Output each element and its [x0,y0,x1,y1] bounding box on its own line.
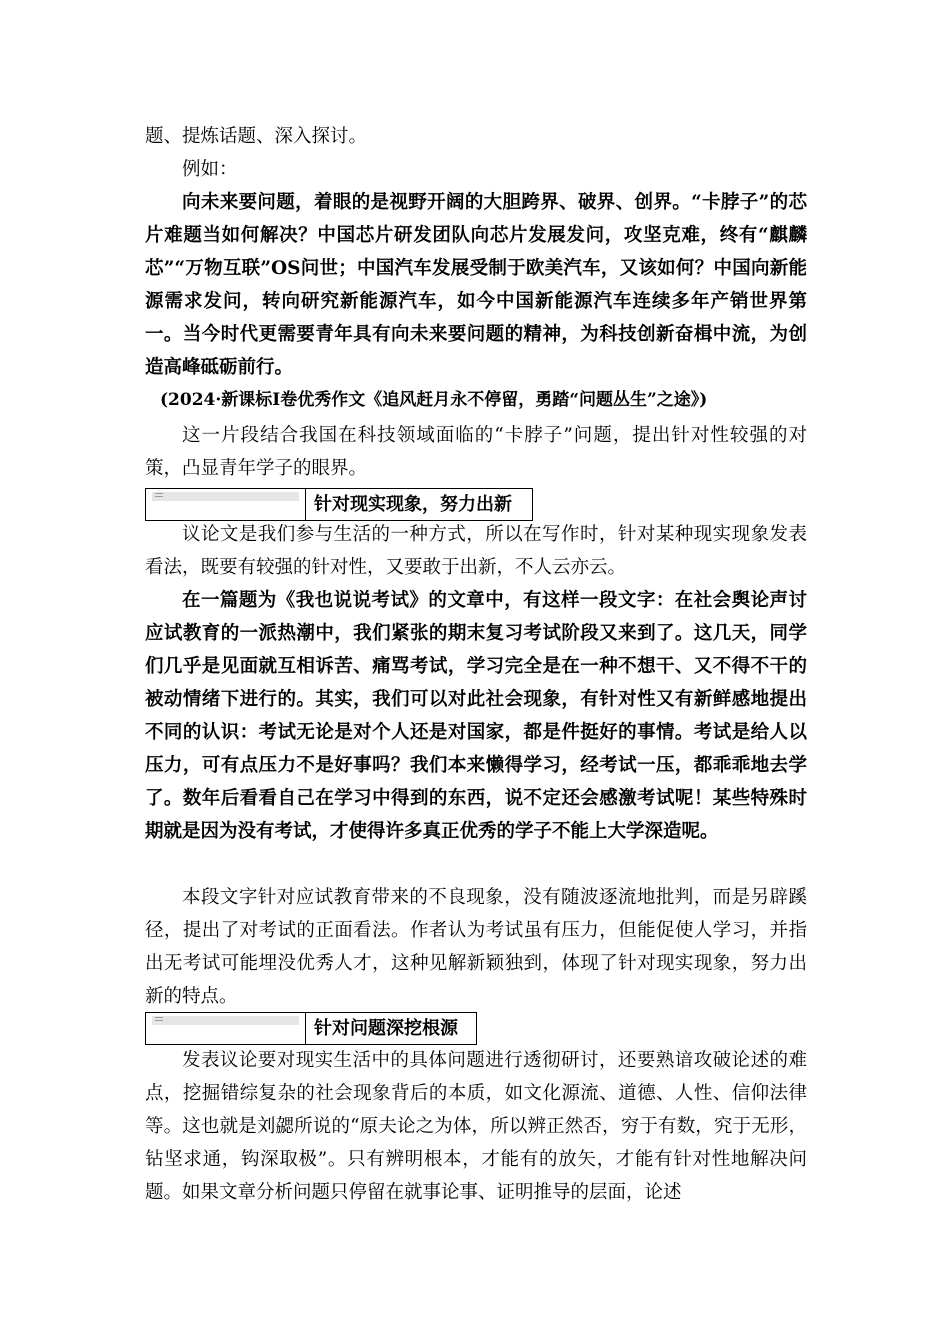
list-lines-icon [155,1015,163,1024]
paragraph-exam-commentary: 本段文字针对应试教育带来的不良现象，没有随波逐流地批判，而是另辟蹊径，提出了对考试的正面看法。作者认为考试虽有压力，但能促使人学习，并指出无考试可能埋没优秀人才，这种见解新颖独到，体现了针对现实现象，努力出新的特点。 [145,887,807,1007]
paragraph-commentary: 这一片段结合我国在科技领域面临的“卡脖子”问题，提出针对性较强的对策，凸显青年学子的眼界。 [145,425,807,479]
section-heading-2: 针对问题深挖根源 [314,1018,458,1039]
heading-decoration [146,1013,306,1044]
heading-decoration [146,489,306,520]
paragraph-example-label: 例如： [182,159,238,180]
paragraph-section2-body: 发表议论要对现实生活中的具体问题进行透彻研讨，还要熟谙攻破论述的难点，挖掘错综复杂的社会现象背后的本质，如文化源流、道德、人性、信仰法律等。这也就是刘勰所说的“原夫论之为体，所以辨正然否，穷于有数，究于无形，钻坚求通，钩深取极”。只有辨明根本，才能有的放矢，才能有针对性地解决问题。如果文章分析问题只停留在就事论事、证明推导的层面，论述 [145,1050,807,1203]
paragraph-section1-intro: 议论文是我们参与生活的一种方式，所以在写作时，针对某种现实现象发表看法，既要有较强的针对性，又要敢于出新，不人云亦云。 [145,524,807,578]
essay-source-citation: (2024·新课标Ⅰ卷优秀作文《追风赶月永不停留，勇踏“问题丛生”之途》) [160,390,708,410]
section-heading-1: 针对现实现象，努力出新 [314,494,512,515]
paragraph-exam-essay: 在一篇题为《我也说说考试》的文章中，有这样一段文字：在社会舆论声讨应试教育的一派热潮中，我们紧张的期末复习考试阶段又来到了。这几天，同学们几乎是见面就互相诉苦、痛骂考试，学习完全是在一种不想干、又不得不干的被动情绪下进行的。其实，我们可以对此社会现象，有针对性又有新鲜感地提出不同的认识：考试无论是对个人还是对国家，都是件挺好的事情。考试是给人以压力，可有点压力不是好事吗？我们本来懒得学习，经考试一压，都乖乖地去学了。数年后看看自己在学习中得到的东西，说不定还会感激考试呢！某些特殊时期就是因为没有考试，才使得许多真正优秀的学子不能上大学深造呢。 [145,590,807,842]
paragraph-intro-tail: 题、提炼话题、深入探讨。 [145,126,368,147]
list-lines-icon [155,491,163,500]
section-heading-box-2 [145,1012,477,1045]
paragraph-example-essay: 向未来要问题，着眼的是视野开阔的大胆跨界、破界、创界。“卡脖子”的芯片难题当如何解决？中国芯片研发团队向芯片发展发问，攻坚克难，终有“麒麟芯”“万物互联”OS问世；中国汽车发展受制于欧美汽车，又该如何？中国向新能源需求发问，转向研究新能源汽车，如今中国新能源汽车连续多年产销世界第一。当今时代更需要青年具有向未来要问题的精神，为科技创新奋楫中流，为创造高峰砥砺前行。 [145,192,807,378]
section-heading-box-1 [145,488,533,521]
